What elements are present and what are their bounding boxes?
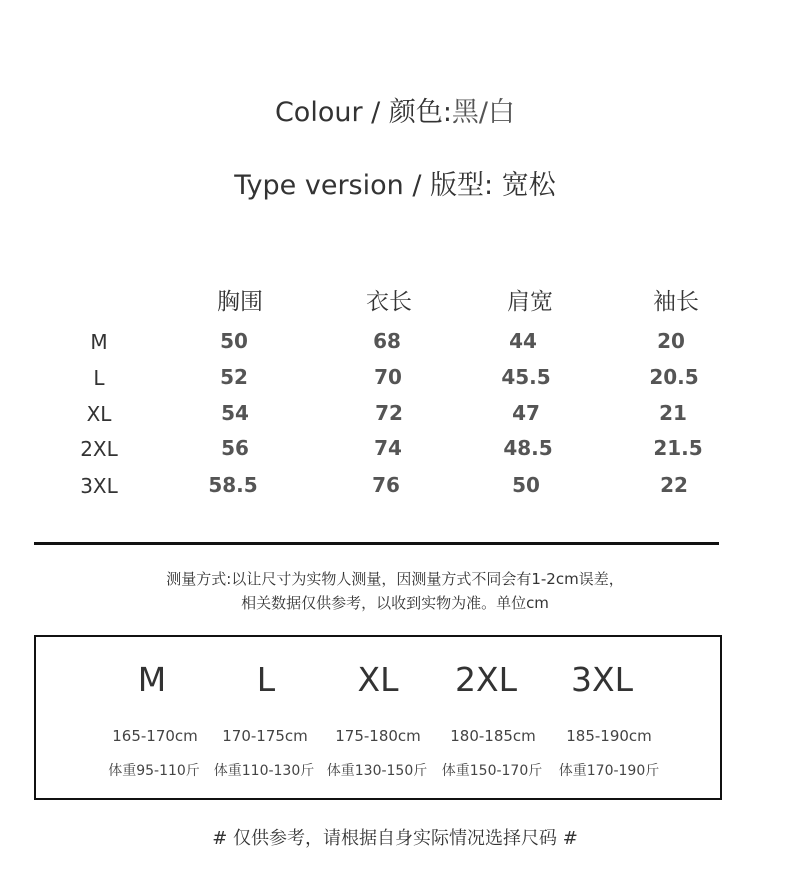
size-guide-height: 170-175cm <box>222 727 308 745</box>
footer-note: # 仅供参考，请根据自身实际情况选择尺码 # <box>212 828 578 849</box>
table-cell: 20.5 <box>649 365 699 389</box>
table-cell: 47 <box>512 401 540 425</box>
size-guide-weight: 体重130-150斤 <box>326 763 428 779</box>
table-cell: 58.5 <box>208 473 258 497</box>
row-size-label: M <box>90 330 108 354</box>
col-header-chest: 胸围 <box>217 289 263 315</box>
col-header-sleeve: 袖长 <box>653 289 699 315</box>
table-cell: 68 <box>373 329 401 353</box>
size-guide-weight: 体重170-190斤 <box>558 763 660 779</box>
colour-label: Colour / 颜色: <box>274 97 452 128</box>
table-cell: 50 <box>220 329 248 353</box>
size-guide-size: XL <box>357 660 399 699</box>
row-size-label: 2XL <box>80 437 118 461</box>
table-cell: 45.5 <box>501 365 551 389</box>
table-cell: 44 <box>509 329 537 353</box>
measurement-note-line2: 相关数据仅供参考，以收到实物为准。单位cm <box>241 594 549 612</box>
type-label: Type version / 版型: <box>234 170 494 201</box>
table-cell: 20 <box>657 329 685 353</box>
size-guide-weight: 体重95-110斤 <box>108 763 200 779</box>
measurement-note-line1: 测量方式:以让尺寸为实物人测量，因测量方式不同会有1-2cm误差， <box>166 570 624 588</box>
table-cell: 22 <box>660 473 688 497</box>
row-size-label: L <box>93 366 105 390</box>
table-cell: 21 <box>659 401 687 425</box>
size-guide-size: L <box>256 660 276 699</box>
size-guide-weight: 体重150-170斤 <box>441 763 543 779</box>
table-cell: 54 <box>221 401 249 425</box>
size-guide-weight: 体重110-130斤 <box>213 763 315 779</box>
type-version-line <box>0 163 790 202</box>
table-cell: 70 <box>374 365 402 389</box>
size-guide-size: 2XL <box>455 660 517 699</box>
table-cell: 74 <box>374 436 402 460</box>
col-header-shoulder: 肩宽 <box>507 289 553 315</box>
divider <box>34 542 719 545</box>
size-guide-height: 180-185cm <box>450 727 536 745</box>
row-size-label: XL <box>86 402 112 426</box>
table-cell: 76 <box>372 473 400 497</box>
colour-line <box>0 90 790 129</box>
table-cell: 21.5 <box>653 436 703 460</box>
size-guide-height: 165-170cm <box>112 727 198 745</box>
table-cell: 56 <box>221 436 249 460</box>
size-guide-size: 3XL <box>571 660 633 699</box>
table-cell: 72 <box>375 401 403 425</box>
colour-value: 黑/白 <box>451 97 516 128</box>
type-value: 宽松 <box>501 170 556 201</box>
table-cell: 52 <box>220 365 248 389</box>
col-header-length: 衣长 <box>366 289 412 315</box>
table-cell: 48.5 <box>503 436 553 460</box>
size-guide-height: 185-190cm <box>566 727 652 745</box>
size-guide-height: 175-180cm <box>335 727 421 745</box>
row-size-label: 3XL <box>80 474 118 498</box>
table-cell: 50 <box>512 473 540 497</box>
size-guide-size: M <box>137 660 167 699</box>
